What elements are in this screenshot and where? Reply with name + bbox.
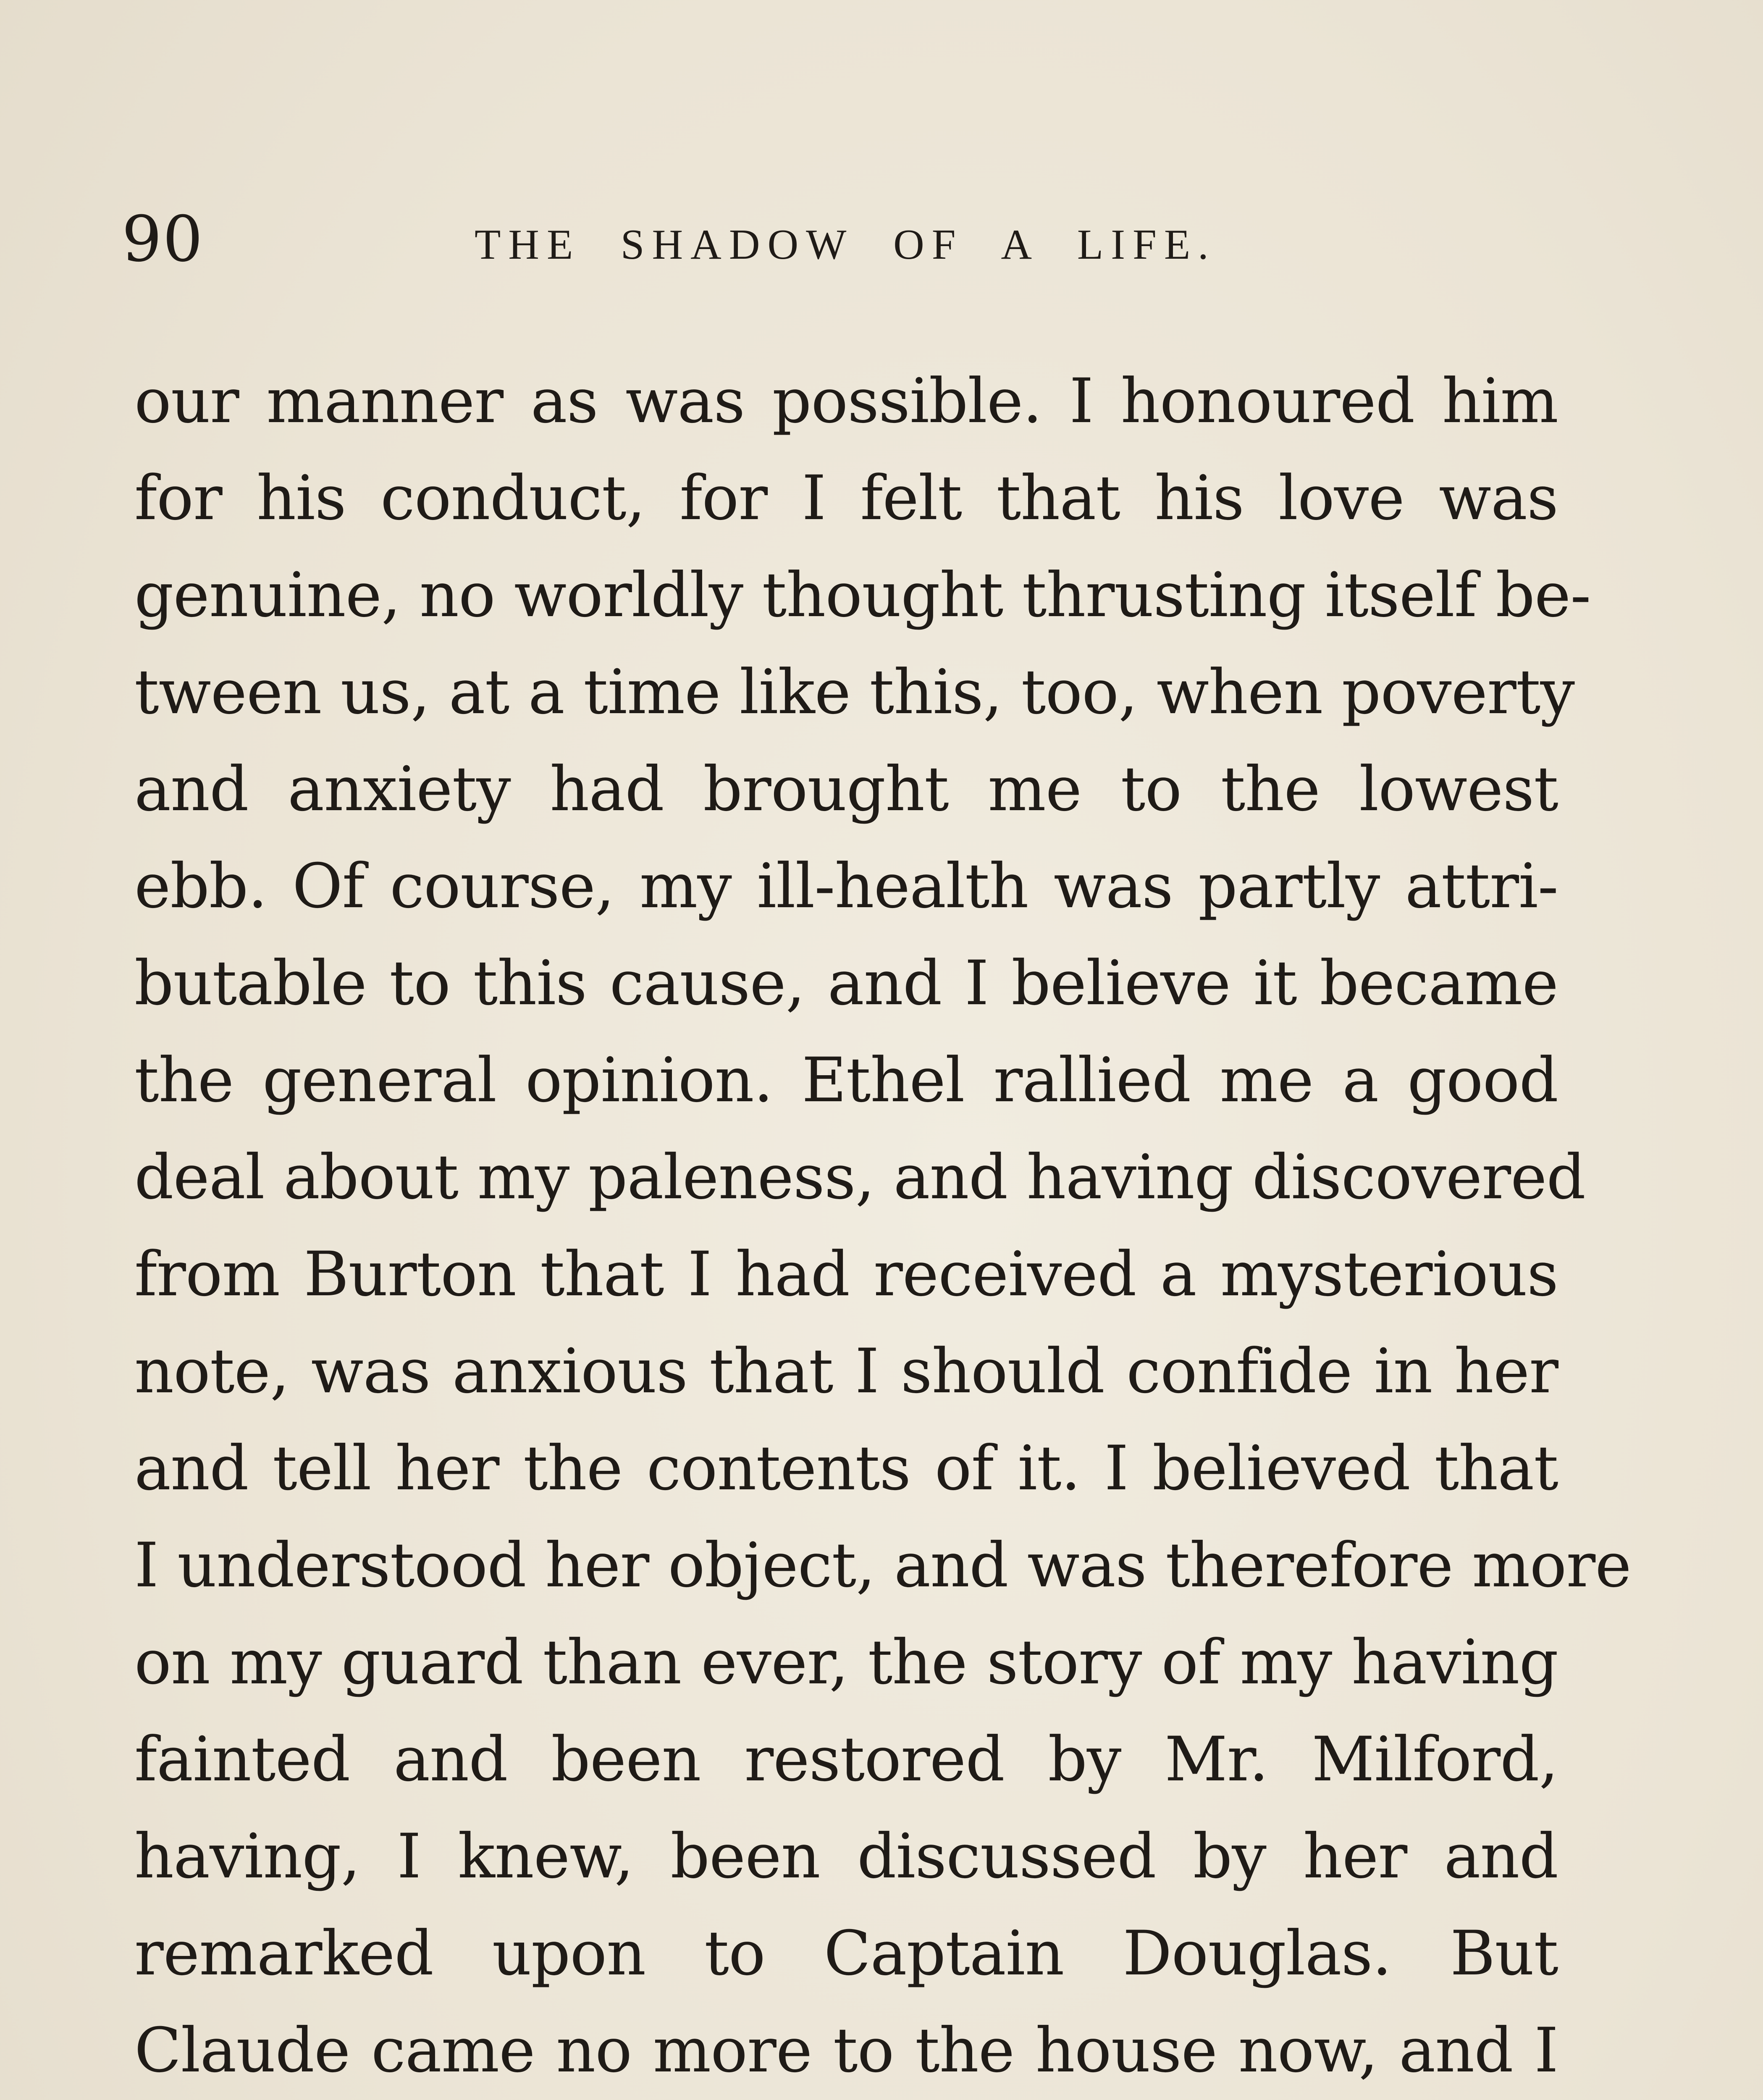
text-line: on my guard than ever, the story of my having bbox=[134, 1627, 1558, 1698]
page-number: 90 bbox=[122, 203, 204, 276]
text-line: tween us, at a time like this, too, when poverty bbox=[134, 656, 1574, 728]
text-line: and tell her the contents of it. I believed that bbox=[134, 1433, 1558, 1504]
text-line: note, was anxious that I should confide in her bbox=[134, 1336, 1558, 1407]
text-line: butable to this cause, and I believe it became bbox=[134, 948, 1558, 1019]
body-text bbox=[134, 353, 1631, 2100]
text-line: I understood her object, and was therefore more bbox=[134, 1530, 1631, 1601]
text-line: having, I knew, been discussed by her and bbox=[134, 1821, 1558, 1892]
text-line: and anxiety had brought me to the lowest bbox=[134, 753, 1558, 825]
running-title: THE SHADOW OF A LIFE. bbox=[475, 221, 1216, 268]
text-line: fainted and been restored by Mr. Milford, bbox=[134, 1724, 1558, 1795]
text-line: for his conduct, for I felt that his love was bbox=[134, 462, 1558, 534]
text-line: ebb. Of course, my ill-health was partly attri- bbox=[134, 850, 1558, 922]
text-line: from Burton that I had received a mysterious bbox=[134, 1239, 1558, 1310]
text-line: remarked upon to Captain Douglas. But bbox=[134, 1918, 1558, 1989]
text-line: genuine, no worldly thought thrusting itself be- bbox=[134, 559, 1591, 631]
text-line: Claude came no more to the house now, and I bbox=[134, 2015, 1558, 2086]
text-line: the general opinion. Ethel rallied me a good bbox=[134, 1045, 1558, 1116]
text-line: our manner as was possible. I honoured him bbox=[134, 365, 1558, 437]
text-line: deal about my paleness, and having discovered bbox=[134, 1142, 1585, 1213]
page-header bbox=[118, 197, 1587, 290]
